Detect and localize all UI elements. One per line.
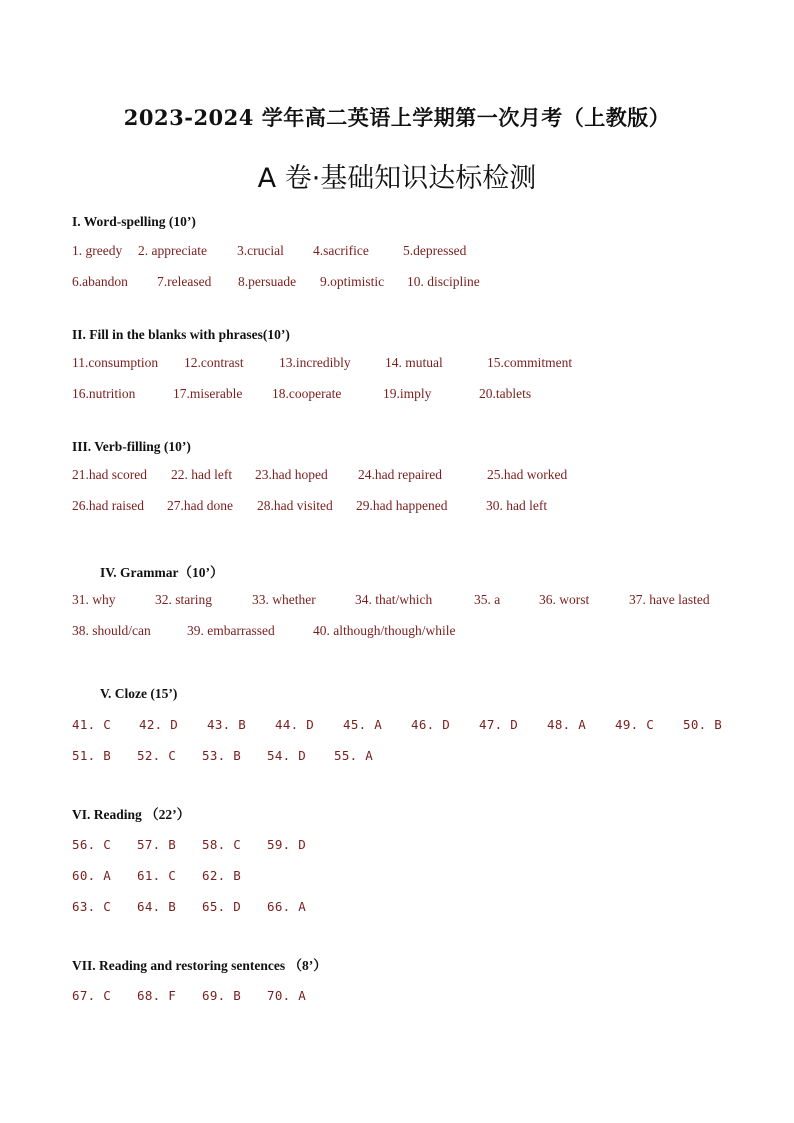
section-heading-fill-blanks: II. Fill in the blanks with phrases(10’) [72, 327, 290, 342]
answer-item: 11.consumption [72, 355, 159, 370]
section-heading-grammar: IV. Grammar（10’） [100, 565, 224, 580]
answer-item: 47. D [479, 717, 519, 732]
answer-row [0, 592, 794, 612]
answer-item: 8.persuade [238, 274, 297, 289]
answer-row [0, 623, 794, 643]
section-heading-verb-filling: III. Verb-filling (10’) [72, 439, 191, 454]
answer-item: 1. greedy [72, 243, 123, 258]
answer-item: 41. C [72, 717, 112, 732]
answer-item: 51. B [72, 748, 112, 763]
answer-item: 30. had left [486, 498, 548, 513]
section-heading-restoring-sentences: VII. Reading and restoring sentences （8’） [72, 958, 327, 973]
answer-item: 21.had scored [72, 467, 147, 482]
answer-item: 26.had raised [72, 498, 144, 513]
answer-item: 50. B [683, 717, 723, 732]
answer-item: 17.miserable [173, 386, 243, 401]
answer-row [0, 355, 794, 375]
answer-item: 56. C [72, 837, 112, 852]
answer-item: 35. a [474, 592, 501, 607]
answer-item: 6.abandon [72, 274, 128, 289]
answer-item: 53. B [202, 748, 242, 763]
answer-row [0, 868, 794, 888]
answer-row [0, 899, 794, 919]
answer-item: 68. F [137, 988, 177, 1003]
answer-item: 32. staring [155, 592, 212, 607]
answer-item: 34. that/which [355, 592, 433, 607]
answer-item: 64. B [137, 899, 177, 914]
answer-item: 52. C [137, 748, 177, 763]
answer-item: 59. D [267, 837, 307, 852]
answer-item: 45. A [343, 717, 383, 732]
answer-item: 69. B [202, 988, 242, 1003]
section-heading-word-spelling: I. Word-spelling (10’) [72, 214, 196, 229]
answer-row [0, 717, 794, 737]
page-subtitle: A 卷·基础知识达标检测 [257, 163, 537, 194]
answer-item: 4.sacrifice [313, 243, 369, 258]
answer-item: 22. had left [171, 467, 233, 482]
answer-item: 46. D [411, 717, 451, 732]
answer-item: 49. C [615, 717, 655, 732]
answer-item: 7.released [157, 274, 212, 289]
answer-item: 37. have lasted [629, 592, 710, 607]
answer-item: 18.cooperate [272, 386, 342, 401]
answer-item: 39. embarrassed [187, 623, 275, 638]
answer-item: 28.had visited [257, 498, 333, 513]
answer-item: 44. D [275, 717, 315, 732]
answer-row [0, 988, 794, 1008]
answer-item: 13.incredibly [279, 355, 351, 370]
answer-item: 36. worst [539, 592, 590, 607]
answer-item: 31. why [72, 592, 116, 607]
answer-item: 43. B [207, 717, 247, 732]
answer-item: 3.crucial [237, 243, 284, 258]
answer-row [0, 837, 794, 857]
answer-item: 29.had happened [356, 498, 448, 513]
answer-item: 33. whether [252, 592, 316, 607]
answer-item: 9.optimistic [320, 274, 385, 289]
answer-item: 5.depressed [403, 243, 467, 258]
answer-item: 10. discipline [407, 274, 480, 289]
answer-item: 14. mutual [385, 355, 443, 370]
answer-item: 15.commitment [487, 355, 573, 370]
answer-row [0, 467, 794, 487]
answer-item: 16.nutrition [72, 386, 136, 401]
answer-item: 12.contrast [184, 355, 244, 370]
answer-row [0, 274, 794, 294]
answer-item: 42. D [139, 717, 179, 732]
answer-row [0, 498, 794, 518]
answer-item: 54. D [267, 748, 307, 763]
page-title: 2023-2024 学年高二英语上学期第一次月考（上教版） [123, 105, 671, 130]
answer-item: 67. C [72, 988, 112, 1003]
answer-item: 48. A [547, 717, 587, 732]
section-heading-cloze: V. Cloze (15’) [100, 686, 178, 701]
answer-item: 66. A [267, 899, 307, 914]
answer-row [0, 386, 794, 406]
section-heading-reading: VI. Reading （22’） [72, 807, 191, 822]
answer-item: 2. appreciate [138, 243, 207, 258]
answer-item: 61. C [137, 868, 177, 883]
answer-item: 24.had repaired [358, 467, 442, 482]
answer-item: 57. B [137, 837, 177, 852]
answer-item: 63. C [72, 899, 112, 914]
answer-item: 38. should/can [72, 623, 151, 638]
answer-item: 20.tablets [479, 386, 532, 401]
answer-item: 27.had done [167, 498, 233, 513]
answer-item: 65. D [202, 899, 242, 914]
answer-item: 58. C [202, 837, 242, 852]
answer-item: 55. A [334, 748, 374, 763]
answer-item: 23.had hoped [255, 467, 328, 482]
answer-row [0, 243, 794, 263]
answer-item: 40. although/though/while [313, 623, 456, 638]
answer-row [0, 748, 794, 768]
answer-item: 62. B [202, 868, 242, 883]
answer-item: 60. A [72, 868, 112, 883]
answer-item: 25.had worked [487, 467, 568, 482]
answer-item: 19.imply [383, 386, 432, 401]
answer-item: 70. A [267, 988, 307, 1003]
